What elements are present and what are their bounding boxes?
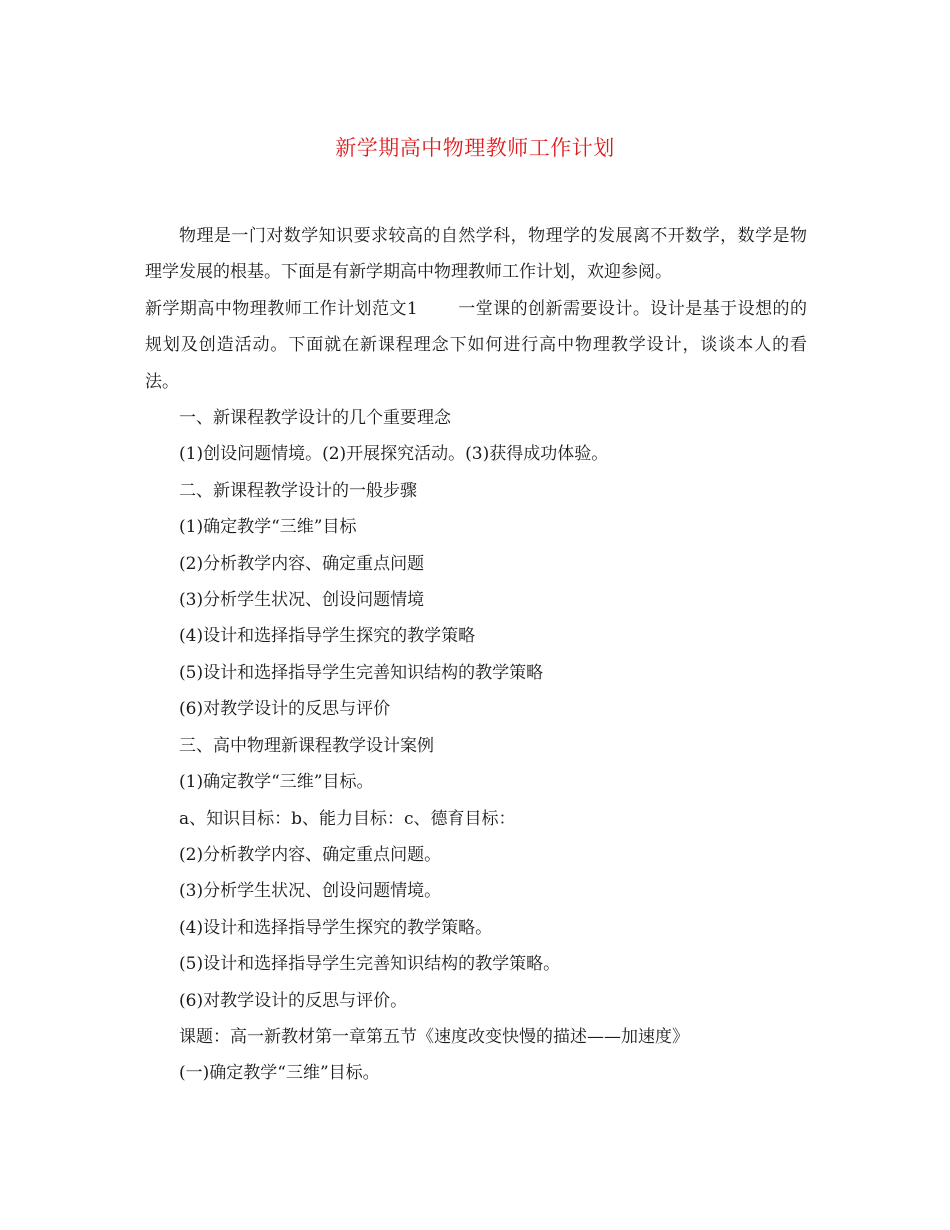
sample-paragraph [145, 291, 807, 400]
content-line: (6)对教学设计的反思与评价。 [179, 990, 408, 1011]
content-line: (6)对教学设计的反思与评价 [179, 699, 391, 720]
content-line: (一)确定教学“三维”目标。 [179, 1063, 380, 1084]
content-line: (3)分析学生状况、创设问题情境。 [179, 881, 442, 902]
content-line: (2)分析教学内容、确定重点问题。 [179, 844, 442, 865]
content-line: (4)设计和选择指导学生探究的教学策略。 [179, 917, 493, 938]
content-line: (2)分析教学内容、确定重点问题 [179, 553, 425, 574]
content-line: 三、高中物理新课程教学设计案例 [179, 735, 434, 756]
content-line: (5)设计和选择指导学生完善知识结构的教学策略 [179, 662, 544, 683]
intro-paragraph: 物理是一门对数学知识要求较高的自然学科，物理学的发展离不开数学，数学是物理学发展的根基。下面是有新学期高中物理教师工作计划，欢迎参阅。 [145, 226, 807, 283]
content-line: (1)确定教学“三维”目标 [179, 517, 357, 538]
sample-text: 一堂课的创新需要设计。设计是基于设想的的规划及创造活动。下面就在新课程理念下如何进行高中物理教学设计，谈谈本人的看法。 [145, 298, 807, 392]
content-line: (4)设计和选择指导学生探究的教学策略 [179, 626, 476, 647]
content-line: a、知识目标：b、能力目标：c、德育目标： [179, 808, 516, 829]
content-line: (3)分析学生状况、创设问题情境 [179, 590, 425, 611]
content-line: (1)创设问题情境。(2)开展探究活动。(3)获得成功体验。 [179, 444, 609, 465]
document-body [145, 218, 807, 1092]
content-line: (5)设计和选择指导学生完善知识结构的教学策略。 [179, 954, 561, 975]
sample-heading: 新学期高中物理教师工作计划范文1 [145, 298, 418, 319]
content-line: (1)确定教学“三维”目标。 [179, 772, 374, 793]
content-line: 课题：高一新教材第一章第五节《速度改变快慢的描述——加速度》 [179, 1026, 689, 1047]
content-line: 一、新课程教学设计的几个重要理念 [179, 408, 451, 429]
document-title: 新学期高中物理教师工作计划 [335, 136, 615, 160]
content-line: 二、新课程教学设计的一般步骤 [179, 480, 417, 501]
